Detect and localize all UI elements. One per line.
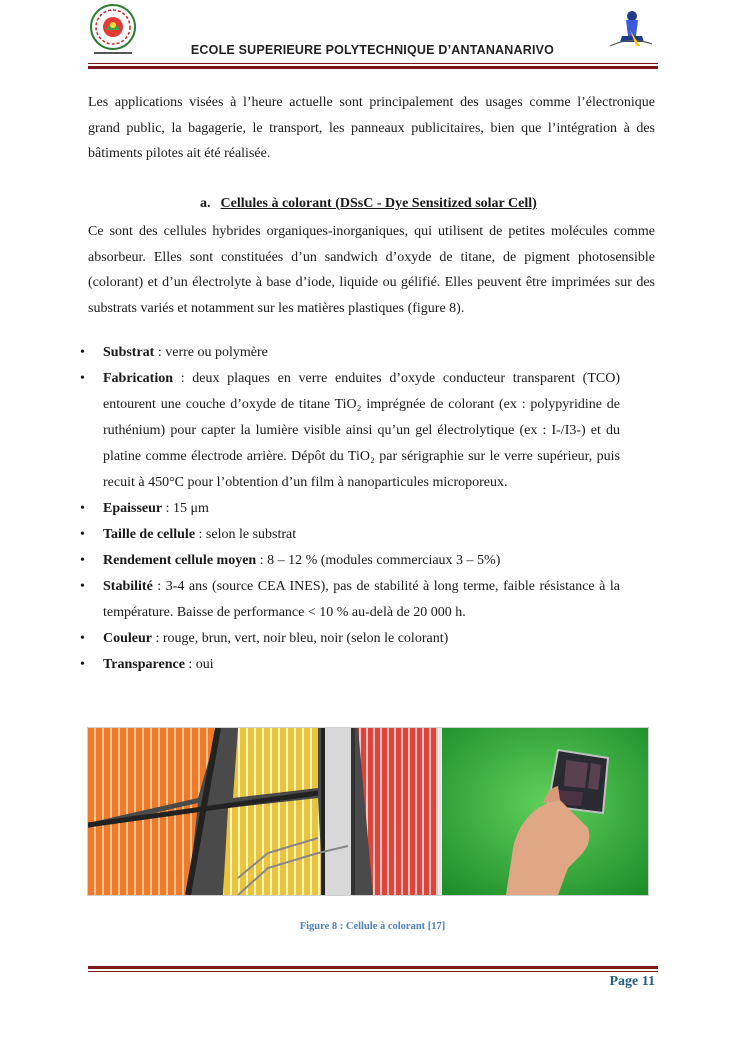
item-text: : oui xyxy=(184,657,214,672)
header-title: ECOLE SUPERIEURE POLYTECHNIQUE D’ANTANANARIVO xyxy=(190,43,555,57)
item-label: Rendement cellule moyen xyxy=(103,553,257,568)
figure-8 xyxy=(87,727,649,896)
section-heading xyxy=(200,196,537,212)
item-label: Fabrication xyxy=(103,371,173,386)
footer-rule-thin xyxy=(88,971,658,972)
section-title: Cellules à colorant (DSsC - Dye Sensitized solar Cell) xyxy=(220,196,537,211)
item-label: Epaisseur xyxy=(103,501,163,516)
header-rule-thin xyxy=(88,63,658,64)
item-label: Couleur xyxy=(103,631,152,646)
list-item xyxy=(80,548,620,574)
list-item xyxy=(80,496,620,522)
hand-holding-flexible-cell-photo xyxy=(442,728,648,895)
item-label: Substrat xyxy=(103,345,155,360)
page-number: Page 11 xyxy=(609,974,655,989)
item-text: : 15 μm xyxy=(162,501,209,516)
item-text: : 8 – 12 % (modules commerciaux 3 – 5%) xyxy=(256,553,501,568)
section-paragraph: Ce sont des cellules hybrides organiques-inorganiques, qui utilisent de petites molécules comme absorbeur. Elles sont constituées d’un sandwich d’oxyde de titane, de pigment photosensible (colorant) et d’un électrolyte à base d’iode, liquide ou gélifié. Elles peuvent être imprimées sur des substrats variés et notamment sur les matières plastiques (figure 8). xyxy=(88,224,655,316)
list-item xyxy=(80,652,620,678)
item-text: : rouge, brun, vert, noir bleu, noir (selon le colorant) xyxy=(152,631,449,646)
item-text: : verre ou polymère xyxy=(154,345,268,360)
intro-paragraph: Les applications visées à l’heure actuelle sont principalement des usages comme l’électronique grand public, la bagagerie, le transport, les panneaux publicitaires, bien que l’intégration à des bâtiments pilotes ait été réalisée. xyxy=(88,95,655,162)
item-label: Stabilité xyxy=(103,579,153,594)
header-rule-thick xyxy=(88,66,658,69)
footer-rule-thick xyxy=(88,966,658,969)
section-number: a. xyxy=(200,196,211,211)
figure-caption: Figure 8 : Cellule à colorant [17] xyxy=(299,921,446,932)
figure-photos xyxy=(88,728,648,895)
property-list xyxy=(80,340,620,678)
list-item xyxy=(80,366,620,496)
list-item xyxy=(80,626,620,652)
item-text: : 3-4 ans (source CEA INES), pas de stabilité à long terme, faible résistance à la température. Baisse de performance < 10 % au-delà de 20 000 h. xyxy=(103,579,620,620)
building-facade-solar-panels-photo xyxy=(88,728,438,895)
item-text: : deux plaques en verre enduites d’oxyde conducteur transparent (TCO) entourent une couche d’oxyde de titane TiO₂ imprégnée de colorant (ex : polypyridine de ruthénium) pour capter la lumière visible ainsi qu’un gel électrolytique (ex : I-/I3-) et du platine comme électrode arrière. Dépôt du TiO₂ par sérigraphie sur le verre supérieur, puis recuit à 450°C pour l’obtention d’un film à nanoparticules microporeux. xyxy=(103,371,620,490)
item-label: Taille de cellule xyxy=(103,527,196,542)
list-item xyxy=(80,574,620,626)
item-text: : selon le substrat xyxy=(195,527,297,542)
list-item xyxy=(80,522,620,548)
list-item xyxy=(80,340,620,366)
item-label: Transparence xyxy=(103,657,185,672)
